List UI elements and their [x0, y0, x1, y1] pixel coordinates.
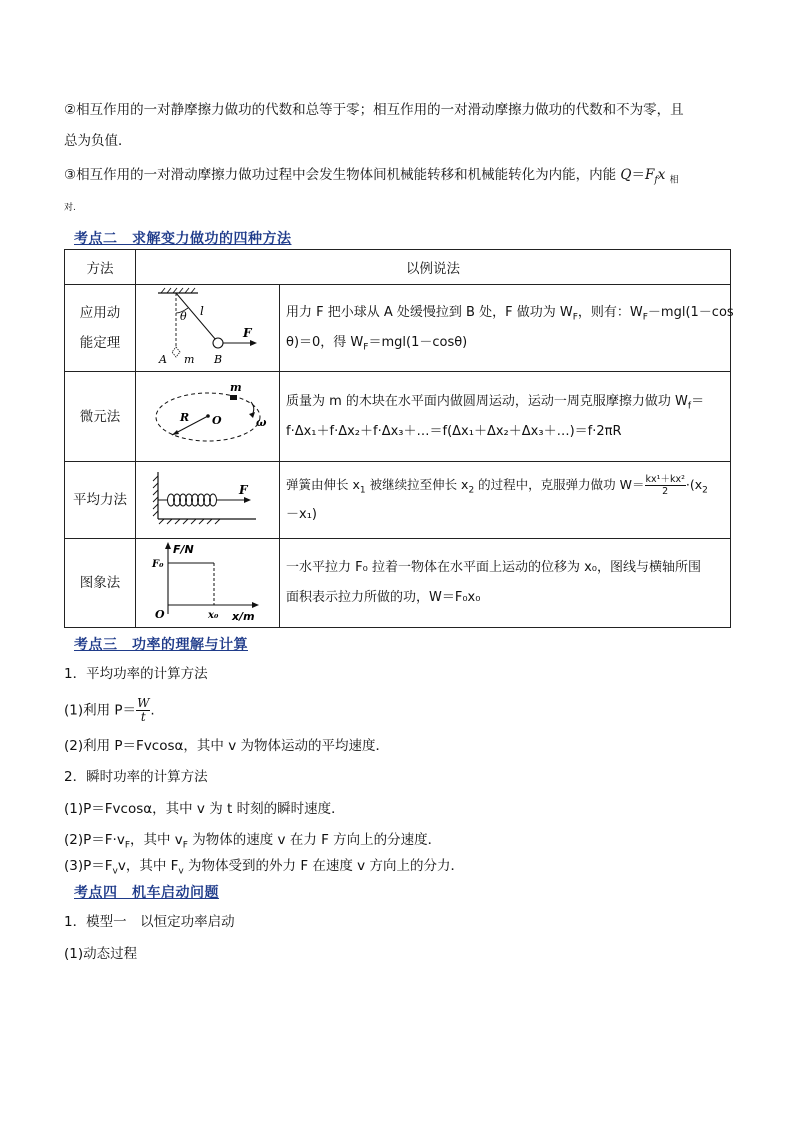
- table-row: [65, 372, 731, 462]
- circular-motion-diagram: [136, 372, 280, 457]
- text: ＝: [691, 393, 705, 409]
- paragraph-static-friction: ②相互作用的一对静摩擦力做功的代数和总等于零；相互作用的一对滑动摩擦力做功的代数和不为零，且: [64, 102, 684, 118]
- example-cell: [280, 372, 731, 462]
- heading-instant-power: 2．瞬时功率的计算方法: [64, 769, 208, 785]
- example-line: [286, 470, 724, 500]
- formula-eq: ＝: [631, 167, 645, 183]
- sub: F: [572, 312, 578, 323]
- example-line: 一水平拉力 F₀ 拉着一物体在水平面上运动的位移为 x₀，图线与横轴所围: [286, 560, 701, 575]
- formula-instant-power-1: (1)P＝Fvcosα，其中 v 为 t 时刻的瞬时速度．: [64, 801, 345, 817]
- label-omega: ω: [256, 416, 267, 429]
- example-line: [286, 328, 724, 358]
- section-title-4: 考点四 机车启动问题: [74, 885, 219, 901]
- label-m: m: [230, 381, 242, 394]
- label-b: B: [214, 353, 223, 366]
- sub: v: [112, 866, 118, 877]
- methods-table: [64, 249, 734, 628]
- text: ·(x: [685, 477, 703, 492]
- label-f0: F₀: [152, 559, 164, 570]
- text: 为物体的速度 v 在力 F 方向上的分速度．: [187, 832, 442, 848]
- paragraph-static-friction-cont: 总为负值．: [64, 133, 132, 149]
- fraction-denominator: t: [140, 710, 146, 724]
- fraction-denominator: 2: [662, 486, 669, 497]
- table-header-row: [65, 250, 731, 285]
- header-method: 方法: [65, 250, 136, 285]
- sub: 2: [702, 485, 708, 496]
- fraction-numerator: W: [137, 696, 150, 710]
- text: (1)利用 P＝: [64, 702, 137, 719]
- sub: v: [178, 866, 184, 877]
- section-title-3: 考点三 功率的理解与计算: [74, 637, 248, 653]
- example-line: －x₁): [286, 507, 317, 522]
- text: ＝mgl(1－cosθ): [368, 335, 468, 350]
- fraction-numerator: kx¹＋kx²: [645, 474, 685, 485]
- sub: F: [182, 840, 188, 851]
- text: (3)P＝F: [64, 858, 113, 874]
- example-line: 面积表示拉力所做的功，W＝F₀x₀: [286, 590, 481, 605]
- sub: f: [687, 401, 692, 412]
- table-row: [65, 539, 731, 628]
- method-label: 应用动能定理: [79, 305, 121, 351]
- text: 被继续拉至伸长 x: [365, 477, 469, 492]
- method-cell: 图象法: [65, 539, 136, 628]
- example-line: f·Δx₁＋f·Δx₂＋f·Δx₃＋…＝f(Δx₁＋Δx₂＋Δx₃＋…)＝f·2πR: [286, 423, 622, 439]
- label-x0: x₀: [208, 610, 219, 621]
- sub: F: [363, 342, 369, 353]
- table-row: [65, 462, 731, 539]
- formula-x: x: [657, 167, 666, 183]
- text: 弹簧由伸长 x: [286, 477, 360, 492]
- text: 为物体受到的外力 F 在速度 v 方向上的分力．: [183, 858, 464, 874]
- formula-instant-power-2: [64, 830, 441, 850]
- text: 用力 F 把小球从 A 处缓慢拉到 B 处，F 做功为 W: [286, 305, 573, 320]
- example-cell: [280, 285, 734, 372]
- formula-average-power-2: (2)利用 P＝Fvcosα，其中 v 为物体运动的平均速度．: [64, 738, 389, 754]
- text: 质量为 m 的木块在水平面内做圆周运动，运动一周克服摩擦力做功 W: [286, 393, 688, 409]
- label-force: F: [239, 483, 248, 497]
- formula-sub-xiang: 相: [669, 175, 679, 186]
- section-title-2: 考点二 求解变力做功的四种方法: [74, 231, 292, 247]
- text: －mgl(1－cos: [647, 305, 734, 320]
- heading-average-power: 1．平均功率的计算方法: [64, 666, 208, 682]
- method-cell: [65, 285, 136, 372]
- formula-instant-power-3: [64, 856, 464, 876]
- sub: 2: [468, 485, 475, 496]
- label-a: A: [159, 353, 167, 366]
- label-origin: O: [155, 608, 165, 621]
- figure-graph: [136, 539, 280, 628]
- figure-pendulum: [136, 285, 280, 372]
- heading-constant-power: 1．模型一 以恒定功率启动: [64, 914, 235, 930]
- example-line: [286, 387, 724, 417]
- label-m: m: [184, 353, 195, 366]
- formula-average-power-1: [64, 697, 155, 724]
- text: 的过程中，克服弹力做功 W＝: [474, 477, 645, 492]
- force-displacement-graph: [136, 539, 280, 623]
- spring-diagram: [136, 462, 280, 534]
- text: θ)＝0，得 W: [286, 335, 364, 350]
- figure-spring: [136, 462, 280, 539]
- text: ，其中 v: [130, 832, 183, 848]
- label-o: O: [212, 414, 222, 427]
- fraction-w-over-t: [136, 697, 150, 724]
- text: v，其中 F: [117, 858, 179, 874]
- label-force: F: [243, 326, 252, 340]
- label-x-axis: x/m: [232, 610, 255, 623]
- example-line: [286, 298, 734, 328]
- fraction: [645, 474, 686, 497]
- example-cell: [280, 462, 731, 539]
- method-cell: 微元法: [65, 372, 136, 462]
- paragraph-sliding-friction: [64, 165, 679, 185]
- example-cell: [280, 539, 731, 628]
- text: ，则有：W: [577, 305, 643, 320]
- paragraph-text: ③相互作用的一对滑动摩擦力做功过程中会发生物体间机械能转移和机械能转化为内能，内能: [64, 167, 617, 183]
- label-y-axis: F/N: [173, 543, 194, 556]
- sub: 1: [359, 485, 366, 496]
- label-l: l: [200, 304, 204, 318]
- label-theta: θ: [180, 310, 187, 323]
- figure-circular: [136, 372, 280, 462]
- table-row: [65, 285, 731, 372]
- formula-q: Q: [620, 167, 632, 183]
- sub: F: [124, 840, 130, 851]
- formula-f: F: [644, 167, 655, 183]
- paragraph-sliding-friction-cont: 对.: [64, 203, 76, 213]
- formula-f-sub: f: [654, 175, 658, 186]
- text: .: [150, 702, 155, 719]
- text: (2)P＝F·v: [64, 832, 125, 848]
- header-example: 以例说法: [136, 250, 731, 285]
- pendulum-diagram: [136, 285, 280, 367]
- sub: F: [642, 312, 648, 323]
- method-cell: 平均力法: [65, 462, 136, 539]
- label-r: R: [180, 411, 190, 424]
- heading-dynamic-process: (1)动态过程: [64, 946, 138, 962]
